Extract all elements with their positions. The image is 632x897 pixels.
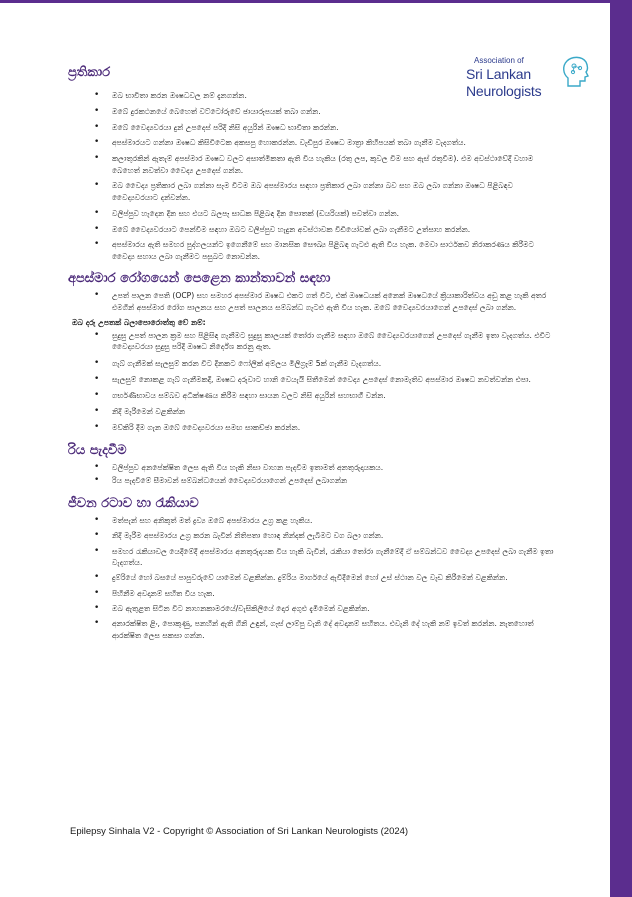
list-item: • අපස්මාරය ඇති සමහර පුද්ගලයන්ට ඉගෙනීමේ සහ මානසික සෞඛ්‍ය පිළිබඳ ගැටළු ඇති විය හැක. මෙවා සාර්ථකව නිරාකරණය කිරීමට වෛද්‍ය සහාය ලබා ගැනීමට පසුබට නොවන්න. [102, 239, 558, 262]
section-title-treatment: ප්‍රතිකාර [68, 65, 111, 80]
list-item: • ඔබ ඇතුළත සිටින විට නාහනකාමරයේ/වැසිකිලියේ දොර අගුළු දැමීමෙන් වළකින්න. [102, 603, 558, 615]
section-title-driving: රිය පැදවීම [68, 442, 127, 458]
pregnancy-list [68, 330, 558, 434]
list-item: • වලිප්පුව අනපේක්ෂිත ලෙස ඇති විය හැකි නිසා වාහන පැදවීම ඉතාමත් අනතුරුදායකය. [102, 462, 558, 474]
treatment-list [68, 90, 558, 262]
list-item: • ගැබ් ගැනීමක් සැලසුම් කරන විට දිනකට ෆෝලික් අම්ලය මිලිග්‍රෑම් 5ක් ගැනීම වැදගත්ය. [102, 358, 558, 370]
logo-line-3: Neurologists [466, 83, 542, 99]
list-item: • ඔබ භාවිතා කරන ඖෂධවල නම් දැනගන්න. [102, 90, 558, 102]
list-item: • අපස්මාරයට ගන්නා ඖෂධ කිසිවිටෙක අකසපු හොකරන්න. වැඩිපුර ඖෂධ මාත්‍රා කිහිපයක් තබා ගැනීම වැදගත්ය. [102, 137, 558, 149]
list-item: • උපත් පාලන පෙති (OCP) සහ සමහර අපස්මාර ඖෂධ එකට ගත් විට, එක් ඖෂධයක් අනෙක් ඖෂධයේ ක්‍රියාකාරිත්වය අඩු කළ හැකි අතර එමගින් අපස්මාර රෝග පාලනය සහ උපත් පාලනය සම්බන්ධ ගැටළු ඇති විය හැක. ඔබේ වෛද්‍යවරයාගෙන් උපදෙස් ලබා ගන්න. [102, 290, 558, 313]
list-item: • සමහර රැකියාවල යෙදීමේදී අපස්මාරය අනතුරුදායක විය හැකි බැවින්, රැකියා තෝරා ගැනීමේදී ඒ සම්බන්ධව වෛද්‍ය උපදෙස් ලබා ගැනීම ඉතා වැදගත්ය. [102, 546, 558, 569]
list-item: • ඔබ වෛද්‍ය ප්‍රතිකාර ලබා ගන්නා සෑම විටම ඔබ අපස්මාරය සඳහා ප්‍රතිකාර ලබා ගන්නා බව සහ ඔබ ලබා ගන්නා ඖෂධ පිළිබඳව වෛද්‍යවරයාට දන්වන්න. [102, 180, 558, 203]
list-item: • ඔබේ වෛද්‍යවරයා දුන් උපදෙස් පරිදි නිසි අයුරින් ඖෂධ භාවිතා කරන්න. [102, 122, 558, 134]
list-item: • ඔබේ වෛද්‍යවරයාට පෙන්වීම සඳහා ඔබට වලිප්පුව හැදුන අවස්ථාවක වීඩියෝවක් ලබා ගැනීමට උත්සාහ කරන්න. [102, 224, 558, 236]
list-item: • පිහිනීම අවදානම් සහිත විය හැක. [102, 588, 558, 600]
list-item: • රිය පැදවීමේ සීමාවන් සම්බන්ධයෙන් වෛද්‍යවරයාගෙන් උපදෙස් ලබාගන්න [102, 475, 558, 487]
list-item: • නිදි මැරීමෙන් වළකින්න [102, 406, 558, 418]
list-item: • දුම්රියේ හෝ බසයේ පාපුවරුවේ යාමෙන් වළකින්න. දුම්රිය මාර්ගයේ ඇවිදීමෙන් හෝ උස් ස්ථාන වල වැඩ කිරීමෙන් වළකින්න. [102, 572, 558, 584]
list-item: • වලිප්පුව හැදෙන දින සහ එයට බලපෑ සාධක පිළිබඳ දින පොතක් (ඩයරියක්) පවත්වා ගන්න. [102, 208, 558, 220]
head-silhouette-icon [560, 54, 590, 88]
pregnancy-subheading: ඔබ දරු උපතක් බලාපොරොත්තු වේ නම්: [72, 317, 206, 327]
list-item: • සැලසුම් නොකළ ගැබ් ගැනීමකදී, ඖෂධ දරුවාට හානි වෙයැයි සිතීමෙන් වෛද්‍ය උපදෙස් නොමැතිව අපස්මාර ඖෂධ නවත්වන්න එපා. [102, 374, 558, 386]
document-body [68, 64, 558, 645]
list-item: • මත්පැන් සහ අනිකුත් මත් ද්‍රව්‍ය ඔබේ අපස්මාරය උග්‍ර කළ හැකිය. [102, 515, 558, 527]
section-title-women: අපස්මාර රෝගයෙන් පෙළෙන කාන්තාවන් සඳහා [68, 271, 331, 287]
lifestyle-list [68, 515, 558, 641]
women-list [68, 290, 558, 313]
list-item: • සුදුසු උපත් පාලන ක්‍රම සහ පිළිසිඳ ගැනීමට සුදුසු කාලයක් තෝරා ගැනීම සඳහා ඔබේ වෛද්‍යවරයාගෙන් උපදෙස් ගැනීම ඉතා වැදගත්ය. එවිට වෛද්‍යවරයා සුදුසු පරිදි ඖෂධ නිර්දේශ කරනු ඇත. [102, 330, 558, 353]
section-title-lifestyle: ජීවන රටාව හා රැකියාව [68, 495, 199, 511]
list-item: • ඔබේ දුරකථනයේ බෙහෙත් වට්ටෝරුවේ ඡායාරූපයක් තබා ගන්න. [102, 106, 558, 118]
list-item: • නිදි මැරීම අපස්මාරය උග්‍ර කරන බැවින් නිතිපතා හොඳ නින්දක් ලැබීමට වග බලා ගන්න. [102, 530, 558, 542]
list-item: • කලාතුරකින් ඇතැම් අපස්මාර ඖෂධ වලට අසාත්මිකතා ඇති විය හැකිය (රතු ලප, කුවල විම සහ ඇස් රතුවීම). එම අවස්ථාවේදී වහාම බෙහෙත් නවත්වා වෛද්‍ය උපදෙස් ගන්න. [102, 153, 558, 176]
logo-line-1: Association of [474, 56, 524, 65]
list-item: • මව්කිරි දීම ගැන ඔබේ වෛද්‍යවරයා සමඟ සාකච්ඡා කරන්න. [102, 422, 558, 434]
top-accent-bar [0, 0, 632, 3]
side-accent-bar [610, 0, 632, 897]
footer-copyright: Epilepsy Sinhala V2 - Copyright © Association of Sri Lankan Neurologists (2024) [70, 826, 409, 837]
logo-line-2: Sri Lankan [466, 66, 531, 82]
driving-list [68, 462, 558, 487]
list-item: • ගර්භණීභාවය සම්බව අධීක්ෂණය කිරීම සඳහා සායන වලට නිසි අයුරින් සහභාගී වන්න. [102, 390, 558, 402]
list-item: • අනාරක්ෂිත ළිං, පොකුණු, පනහින් ඇති ගිනි උඳුන්, ගෑස් ලාම්පු වැනි දේ අවදානම් සහිතය. එවැනි දේ හැකි නම් ඉවත් කරන්න. නැතහොත් ආරක්ෂිත ලෙස සකසා ගන්න. [102, 618, 558, 641]
